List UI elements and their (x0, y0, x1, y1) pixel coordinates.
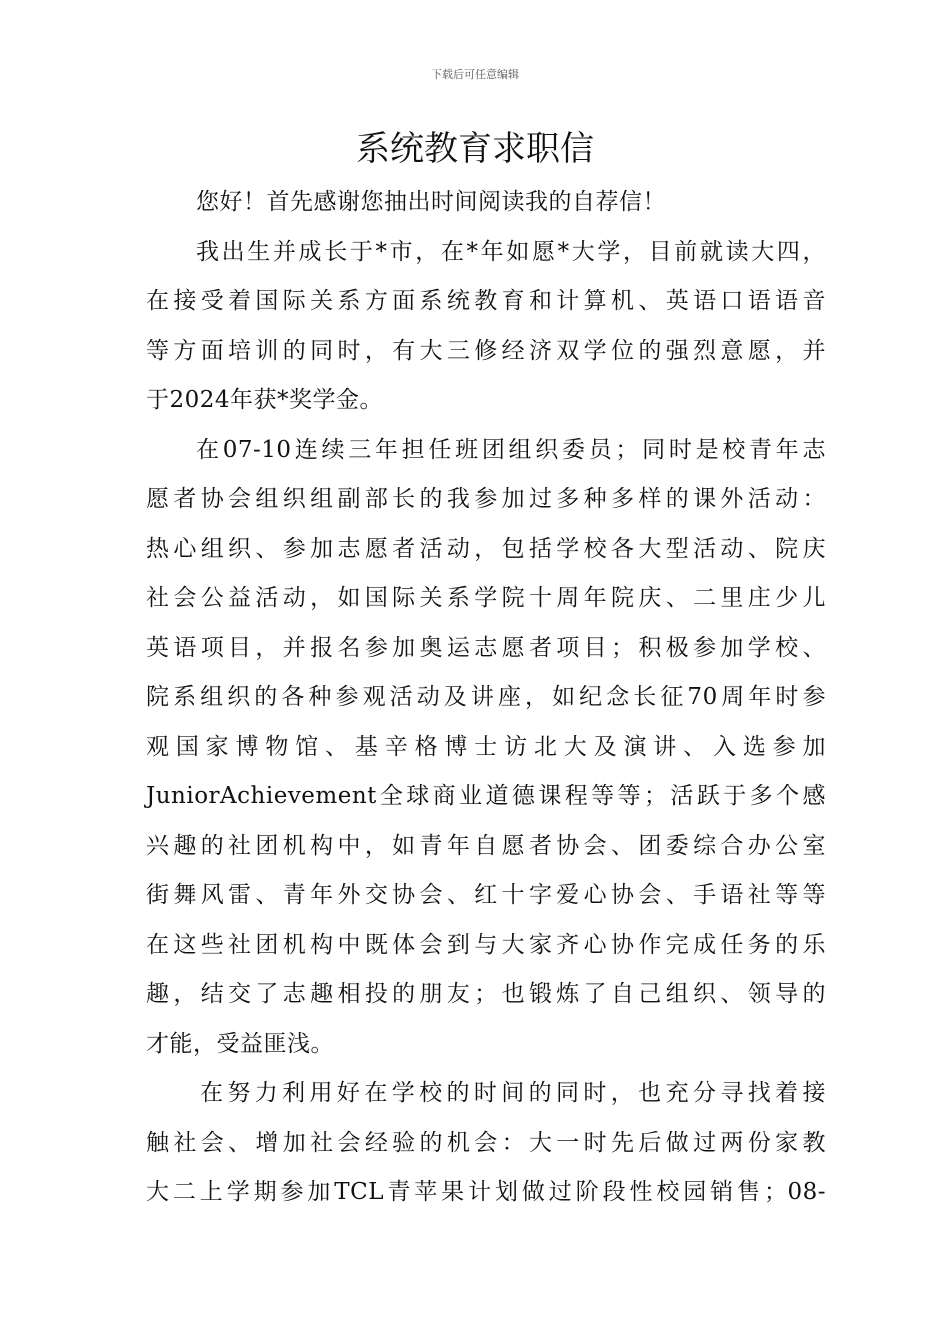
body-line: 观国家博物馆、基辛格博士访北大及演讲、入选参加 (146, 733, 826, 760)
body-line: 于2024年获*奖学金。 (146, 387, 384, 413)
body-line: 触社会、增加社会经验的机会：大一时先后做过两份家教 (146, 1129, 826, 1156)
body-line: JuniorAchievement全球商业道德课程等等；活跃于多个感 (146, 783, 826, 809)
body-line: 社会公益活动，如国际关系学院十周年院庆、二里庄少儿 (146, 585, 826, 611)
body-line: 在接受着国际关系方面系统教育和计算机、英语口语语音 (146, 288, 826, 314)
body-line: 等方面培训的同时，有大三修经济双学位的强烈意愿，并 (146, 337, 826, 364)
letter-body (146, 178, 826, 1218)
body-line: 街舞风雷、青年外交协会、红十字爱心协会、手语社等等 (146, 882, 826, 908)
body-line: 院系组织的各种参观活动及讲座，如纪念长征70周年时参 (146, 684, 826, 710)
body-line: 大二上学期参加TCL青苹果计划做过阶段性校园销售；08- (146, 1179, 826, 1205)
greeting-line: 您好！首先感谢您抽出时间阅读我的自荐信！ (196, 189, 666, 215)
body-line: 我出生并成长于*市，在*年如愿*大学，目前就读大四， (196, 238, 826, 265)
body-line: 在这些社团机构中既体会到与大家齐心协作完成任务的乐 (146, 931, 826, 958)
body-line: 趣，结交了志趣相投的朋友；也锻炼了自己组织、领导的 (146, 981, 826, 1007)
body-line: 英语项目，并报名参加奥运志愿者项目；积极参加学校、 (146, 634, 826, 661)
body-line: 在努力利用好在学校的时间的同时，也充分寻找着接 (200, 1080, 826, 1106)
body-line: 在07-10连续三年担任班团组织委员；同时是校青年志 (196, 436, 826, 463)
body-line: 愿者协会组织组副部长的我参加过多种多样的课外活动： (146, 486, 826, 512)
document-title: 系统教育求职信 (356, 129, 594, 169)
body-line: 才能，受益匪浅。 (146, 1030, 334, 1057)
body-line: 兴趣的社团机构中，如青年自愿者协会、团委综合办公室 (146, 832, 826, 859)
page-header-note: 下载后可任意编辑 (431, 68, 519, 81)
body-line: 热心组织、参加志愿者活动，包括学校各大型活动、院庆 (146, 535, 826, 562)
